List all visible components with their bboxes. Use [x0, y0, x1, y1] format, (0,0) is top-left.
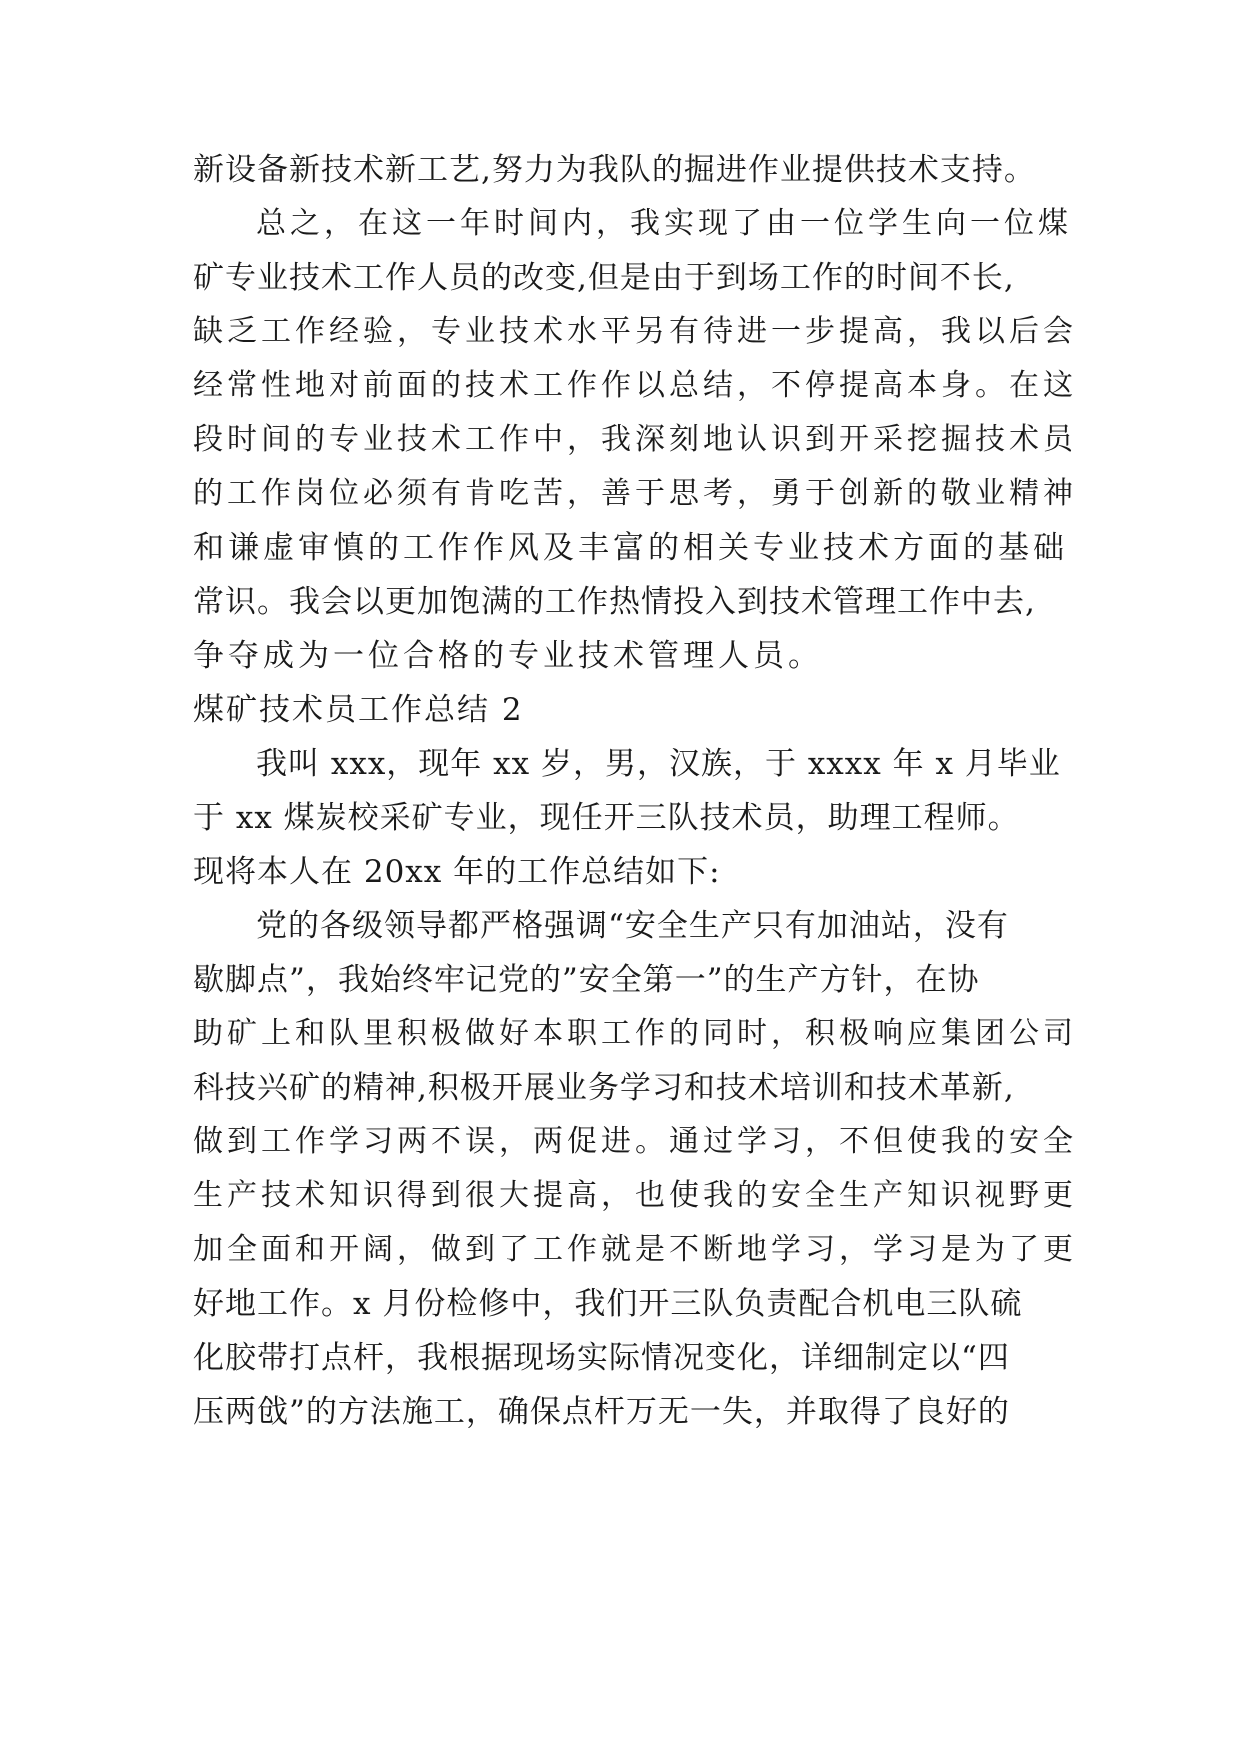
paragraph-start-line: 我叫 xxx，现年 xx 岁，男，汉族，于 xxxx 年 x 月毕业: [256, 746, 1061, 782]
text-line: 缺乏工作经验，专业技术水平另有待进一步提高，我以后会: [193, 314, 1077, 349]
text-line: 常识。我会以更加饱满的工作热情投入到技术管理工作中去,: [193, 584, 1036, 620]
text-line: 经常性地对前面的技术工作作以总结，不停提高本身。在这: [193, 368, 1077, 403]
paragraph-start-line: 党的各级领导都严格强调“安全生产只有加油站，没有: [256, 908, 1009, 944]
paragraph-start-line: 总之，在这一年时间内，我实现了由一位学生向一位煤: [256, 206, 1072, 241]
text-line: 好地工作。x 月份检修中，我们开三队负责配合机电三队硫: [193, 1286, 1023, 1322]
text-line: 科技兴矿的精神,积极开展业务学习和技术培训和技术革新,: [193, 1070, 1015, 1106]
text-line: 和谦虚审慎的工作作风及丰富的相关专业技术方面的基础: [193, 530, 1068, 566]
text-line: 于 xx 煤炭校采矿专业，现任开三队技术员，助理工程师。: [193, 800, 1020, 836]
text-line: 歇脚点”，我始终牢记党的”安全第一”的生产方针，在协: [193, 962, 980, 998]
text-line: 压两戗”的方法施工，确保点杆万无一失，并取得了良好的: [193, 1394, 1010, 1430]
text-line: 矿专业技术工作人员的改变,但是由于到场工作的时间不长,: [193, 260, 1015, 296]
text-line: 助矿上和队里积极做好本职工作的同时，积极响应集团公司: [193, 1016, 1077, 1051]
text-line: 化胶带打点杆，我根据现场实际情况变化，详细制定以“四: [193, 1340, 1010, 1376]
text-line: 段时间的专业技术工作中，我深刻地认识到开采挖掘技术员: [193, 422, 1077, 457]
text-line: 生产技术知识得到很大提高，也使我的安全生产知识视野更: [193, 1178, 1077, 1213]
text-line: 的工作岗位必须有肯吃苦，善于思考，勇于创新的敬业精神: [193, 476, 1077, 511]
text-line: 现将本人在 20xx 年的工作总结如下:: [193, 854, 721, 890]
text-line: 加全面和开阔，做到了工作就是不断地学习，学习是为了更: [193, 1232, 1077, 1267]
text-line: 争夺成为一位合格的专业技术管理人员。: [193, 638, 823, 674]
section-heading: 煤矿技术员工作总结 2: [193, 692, 524, 728]
text-line: 做到工作学习两不误，两促进。通过学习，不但使我的安全: [193, 1124, 1077, 1159]
text-line: 新设备新技术新工艺,努力为我队的掘进作业提供技术支持。: [193, 152, 1036, 188]
